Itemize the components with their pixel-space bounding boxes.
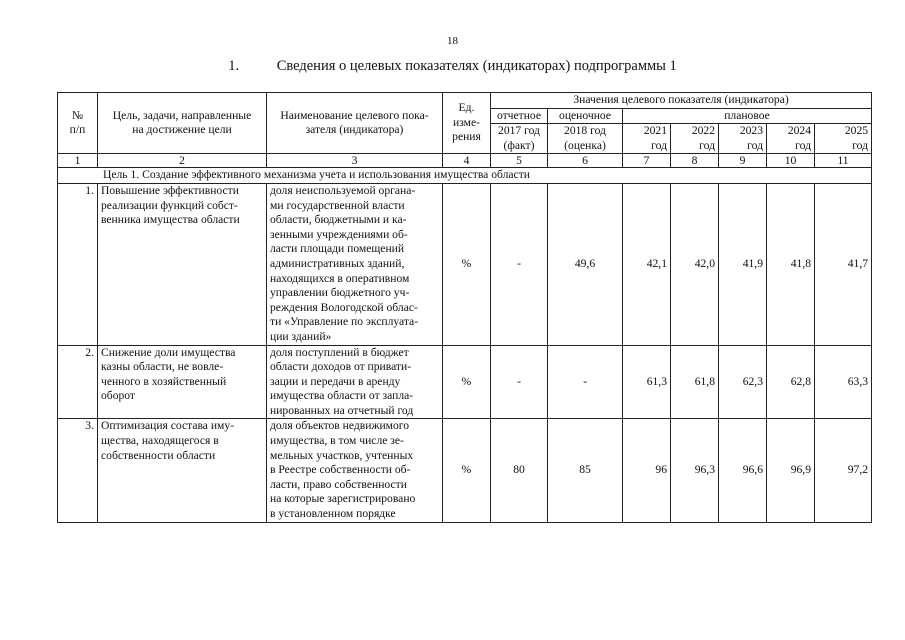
indicator-cell: доля поступлений в бюджет области доходов от привати- зации и передачи в аренду имущества области от запла- нированных на отчетный год bbox=[267, 345, 443, 419]
header-indicator: Наименование целевого пока- зателя (индикатора) bbox=[267, 93, 443, 154]
table-row bbox=[58, 345, 872, 419]
header-reporting: отчетное bbox=[491, 108, 548, 124]
unit-cell: % bbox=[443, 183, 491, 345]
section-heading bbox=[0, 58, 905, 75]
goal-row bbox=[58, 168, 872, 184]
col-number: 10 bbox=[767, 154, 815, 168]
value-2021: 42,1 bbox=[623, 183, 671, 345]
value-2021: 61,3 bbox=[623, 345, 671, 419]
value-2023: 41,9 bbox=[719, 183, 767, 345]
indicator-cell: доля объектов недвижимого имущества, в том числе зе- мельных участков, учтенных в Реестре собственности об- ласти, право собственности на которые зарегистрировано в установленном порядке bbox=[267, 419, 443, 522]
header-year-2025: 2025 год bbox=[815, 124, 872, 154]
header-num: № п/п bbox=[58, 93, 98, 154]
header-row-1 bbox=[58, 93, 872, 109]
task-cell: Повышение эффективности реализации функций собст- венника имущества области bbox=[98, 183, 267, 345]
value-2025: 63,3 bbox=[815, 345, 872, 419]
header-year-2023: 2023 год bbox=[719, 124, 767, 154]
header-goal: Цель, задачи, направленные на достижение цели bbox=[98, 93, 267, 154]
value-2018: - bbox=[548, 345, 623, 419]
col-number: 3 bbox=[267, 154, 443, 168]
header-estimated: оценочное bbox=[548, 108, 623, 124]
value-2024: 41,8 bbox=[767, 183, 815, 345]
value-2017: 80 bbox=[491, 419, 548, 522]
value-2022: 42,0 bbox=[671, 183, 719, 345]
header-year-2024: 2024 год bbox=[767, 124, 815, 154]
heading-number: 1. bbox=[228, 58, 240, 74]
value-2017: - bbox=[491, 183, 548, 345]
col-number: 8 bbox=[671, 154, 719, 168]
header-planned: плановое bbox=[623, 108, 872, 124]
col-number: 6 bbox=[548, 154, 623, 168]
task-cell: Снижение доли имущества казны области, не вовле- ченного в хозяйственный оборот bbox=[98, 345, 267, 419]
value-2022: 96,3 bbox=[671, 419, 719, 522]
col-number: 9 bbox=[719, 154, 767, 168]
value-2025: 41,7 bbox=[815, 183, 872, 345]
value-2024: 62,8 bbox=[767, 345, 815, 419]
col-number: 7 bbox=[623, 154, 671, 168]
unit-cell: % bbox=[443, 419, 491, 522]
value-2021: 96 bbox=[623, 419, 671, 522]
goal-text: Цель 1. Создание эффективного механизма учета и использования имущества области bbox=[58, 168, 872, 184]
header-year-2017: 2017 год (факт) bbox=[491, 124, 548, 154]
table-row bbox=[58, 419, 872, 522]
header-year-2021: 2021 год bbox=[623, 124, 671, 154]
row-number: 1. bbox=[58, 183, 98, 345]
heading-title: Сведения о целевых показателях (индикаторах) подпрограммы 1 bbox=[276, 58, 677, 74]
column-numbers-row bbox=[58, 154, 872, 168]
indicators-table bbox=[57, 92, 872, 523]
col-number: 2 bbox=[98, 154, 267, 168]
value-2017: - bbox=[491, 345, 548, 419]
value-2023: 62,3 bbox=[719, 345, 767, 419]
indicator-cell: доля неиспользуемой органа- ми государственной власти области, бюджетными и ка- зенными учреждениями об- ласти площади помещений административных зданий, находящихся в оперативном управлении бюджетного уч- реждения Вологодской облас- ти «Управление по эксплуата- ции зданий» bbox=[267, 183, 443, 345]
table-row bbox=[58, 183, 872, 345]
value-2023: 96,6 bbox=[719, 419, 767, 522]
col-number: 1 bbox=[58, 154, 98, 168]
header-unit: Ед. изме- рения bbox=[443, 93, 491, 154]
value-2025: 97,2 bbox=[815, 419, 872, 522]
col-number: 11 bbox=[815, 154, 872, 168]
task-cell: Оптимизация состава иму- щества, находящегося в собственности области bbox=[98, 419, 267, 522]
col-number: 4 bbox=[443, 154, 491, 168]
header-year-2022: 2022 год bbox=[671, 124, 719, 154]
row-number: 2. bbox=[58, 345, 98, 419]
col-number: 5 bbox=[491, 154, 548, 168]
page-number: 18 bbox=[447, 35, 458, 47]
row-number: 3. bbox=[58, 419, 98, 522]
header-year-2018: 2018 год (оценка) bbox=[548, 124, 623, 154]
value-2024: 96,9 bbox=[767, 419, 815, 522]
unit-cell: % bbox=[443, 345, 491, 419]
header-values-title: Значения целевого показателя (индикатора) bbox=[491, 93, 872, 109]
value-2018: 85 bbox=[548, 419, 623, 522]
value-2022: 61,8 bbox=[671, 345, 719, 419]
value-2018: 49,6 bbox=[548, 183, 623, 345]
